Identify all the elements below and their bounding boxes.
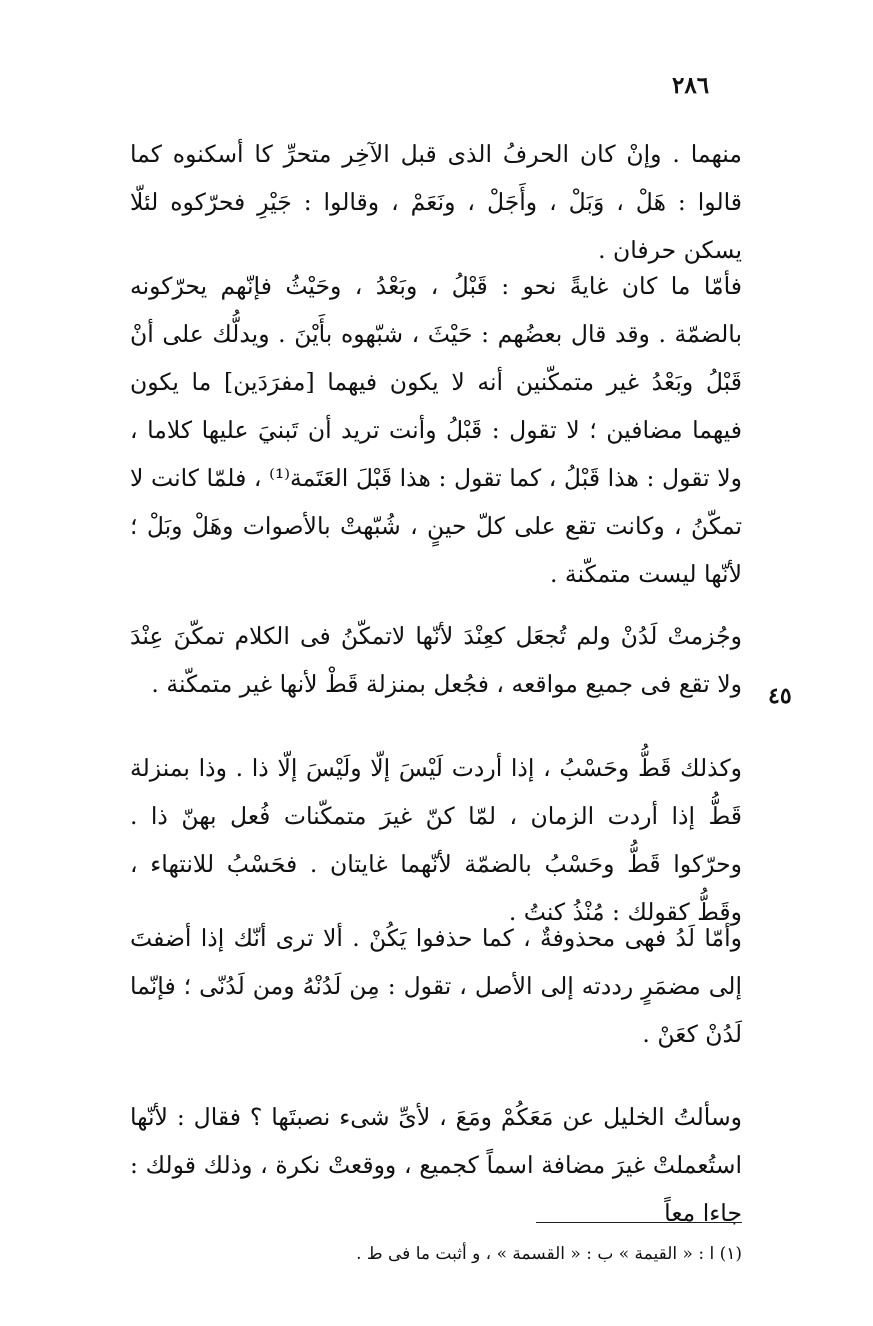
paragraph-1 [130, 130, 742, 274]
paragraph-6 [130, 1093, 742, 1237]
paragraph-text: وسألتُ الخليل عن مَعَكُمْ ومَعَ ، لأىِّ شىء نصبتَها ؟ فقال : لأنّها استُعملتْ غيرَ مضافة اسماً كجميع ، ووقعتْ نكرة ، وذلك قولك : جاءا معاً [130, 1103, 742, 1227]
paragraph-text: وجُزمتْ لَدُنْ ولم تُجعَل كعِنْدَ لأنّها لاتمكّنُ فى الكلام تمكّنَ عِنْدَ ولا تقع فى جميع مواقعه ، فجُعل بمنزلة قَطْ لأنها غير متمكّنة . [130, 622, 742, 698]
paragraph-4 [130, 744, 742, 936]
footnote: (١) ا : « القيمة » ب : « القسمة » ، و أثبت ما فى ط . [356, 1244, 742, 1264]
footnote-divider [536, 1222, 742, 1223]
paragraph-text: فأمّا ما كان غايةً نحو : قَبْلُ ، وبَعْدُ ، وحَيْثُ فإنّهم يحرّكونه بالضمّة . وقد قال بعضُهم : حَيْثَ ، شبّهوه بأَيْنَ . ويدلُّك على أنْ قَبْلُ وبَعْدُ غير متمكّنين أنه لا يكون فيهما [مفرَدَين] ما يكون فيهما مضافين ؛ لا تقول : قَبْلُ وأنت تريد أن تَبنيَ عليها كلاما ، ولا تقول : هذا قَبْلُ ، كما تقول : هذا قَبْلَ العَتَمة⁽¹⁾ ، فلمّا كانت لا تمكّنُ ، وكانت تقع على كلّ حينٍ ، شُبّهتْ بالأصوات وهَلْ وبَلْ ؛ لأنّها ليست متمكّنة . [130, 272, 742, 588]
paragraph-text: وكذلك قَطُّ وحَسْبُ ، إذا أردت لَيْسَ إلّا ولَيْسَ إلّا ذا . وذا بمنزلة قَطُّ إذا أردت الزمان ، لمّا كنّ غيرَ متمكّنات فُعل بهنّ ذا . وحرّكوا قَطُّ وحَسْبُ بالضمّة لأنّهما غايتان . فحَسْبُ للانتهاء ، وقَطُّ كقولك : مُنْذُ كنتُ . [130, 754, 742, 926]
paragraph-2 [130, 262, 742, 598]
paragraph-text: وأمّا لَدُ فهى محذوفةٌ ، كما حذفوا يَكُنْ . ألا ترى أنّك إذا أضفتَ إلى مضمَرٍ رددته إلى الأصل ، تقول : مِن لَدُنْهُ ومن لَدُنّى ؛ فإنّما لَدُنْ كعَنْ . [130, 924, 742, 1048]
paragraph-3 [130, 612, 742, 708]
page-number: ٢٨٦ [672, 72, 710, 99]
paragraph-text: منهما . وإنْ كان الحرفُ الذى قبل الآخِر متحرِّ كا أسكنوه كما قالوا : هَلْ ، وَبَلْ ، وأَجَلْ ، ونَعَمْ ، وقالوا : جَيْرِ فحرّكوه لئلّا يسكن حرفان . [130, 140, 742, 264]
paragraph-5 [130, 914, 742, 1058]
margin-line-number: ٤٥ [768, 683, 792, 709]
